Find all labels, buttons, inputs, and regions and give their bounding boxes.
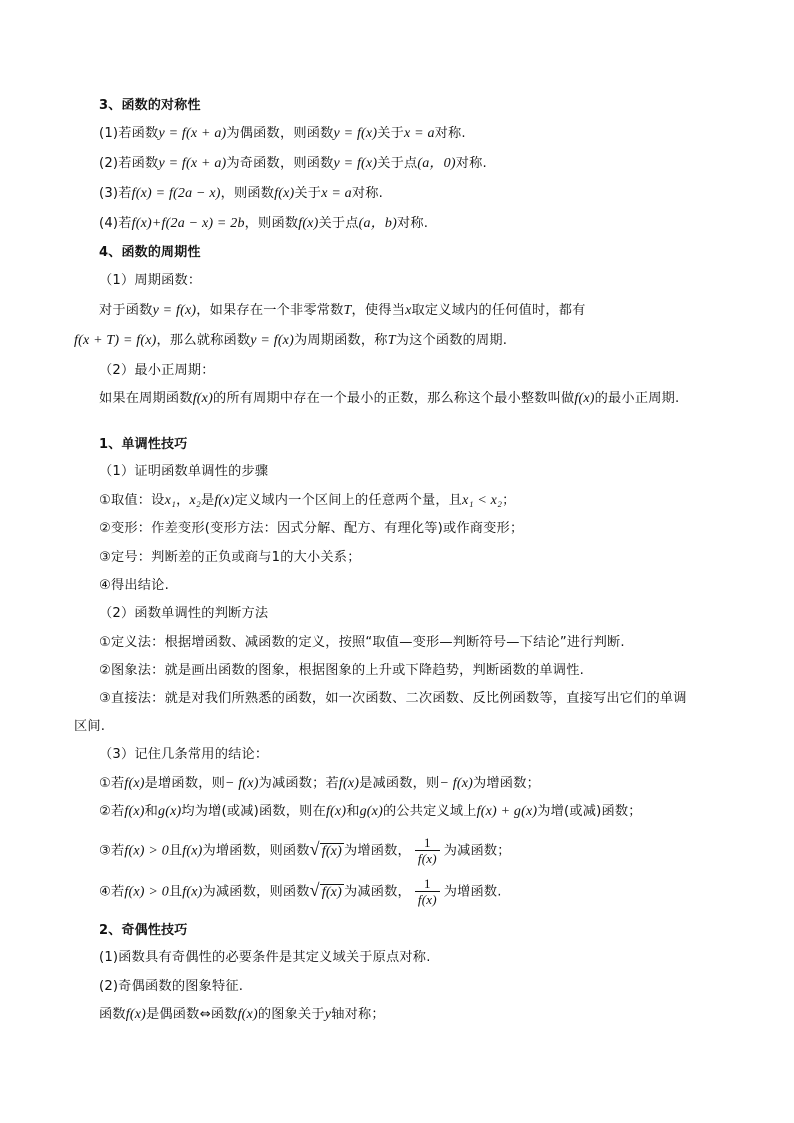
formula: f(x) + g(x) xyxy=(476,804,538,819)
text: 为这个函数的周期. xyxy=(395,333,508,348)
text: 对称. xyxy=(351,186,384,201)
formula: f(x) > 0 xyxy=(124,843,169,859)
formula: y = f(x) xyxy=(250,333,294,348)
period-def-line-1 xyxy=(99,301,586,321)
conclusion-2 xyxy=(99,802,642,822)
formula: f(x)+f(2a − x) = 2b xyxy=(131,216,245,231)
formula: y xyxy=(324,1007,332,1022)
formula: x₂ xyxy=(189,493,201,508)
formula: y = f(x) xyxy=(152,303,197,318)
text: ； xyxy=(502,493,516,508)
text: 函数 xyxy=(99,1007,126,1022)
formula: x₁ < x₂ xyxy=(462,493,503,508)
text: 为减函数，则函数 xyxy=(202,884,310,900)
formula: x₁ xyxy=(164,493,177,508)
text: 为周期函数，称 xyxy=(293,333,388,348)
text: 取定义域内的任何值时，都有 xyxy=(411,303,586,318)
formula: x xyxy=(405,303,412,318)
formula: (a，b) xyxy=(358,216,397,231)
formula: f(x) xyxy=(124,776,145,791)
formula: y = f(x) xyxy=(333,156,378,171)
text: 为减函数， xyxy=(343,884,411,900)
formula: g(x) xyxy=(158,804,182,819)
text: (4)若 xyxy=(99,216,132,231)
formula: f(x) xyxy=(124,804,145,819)
parity-p2: (2)奇偶函数的图象特征. xyxy=(99,979,244,994)
denominator: f(x) xyxy=(415,891,440,908)
min-period-def xyxy=(99,389,679,409)
text: ，则函数 xyxy=(244,216,299,231)
text: 定义域内一个区间上的任意两个量，且 xyxy=(234,493,463,508)
text: 对称. xyxy=(434,126,466,141)
text: ，使得当 xyxy=(351,303,406,318)
symmetry-item-2 xyxy=(99,154,487,174)
radical-sign: √ xyxy=(309,880,320,900)
text: ，则函数 xyxy=(220,186,275,201)
formula: f(x) xyxy=(182,884,203,900)
text: ④若 xyxy=(99,884,125,900)
judge-method-2: ②图象法：就是画出函数的图象，根据图象的上升或下降趋势，判断函数的单调性. xyxy=(99,663,584,678)
formula: f(x) xyxy=(237,1007,258,1022)
symmetry-item-3 xyxy=(99,184,383,204)
period-sub-2: （2）最小正周期： xyxy=(99,363,215,378)
conclusion-4 xyxy=(99,873,502,910)
sqrt-formula xyxy=(310,832,344,869)
text: 关于 xyxy=(377,126,404,141)
text: 为减函数；若 xyxy=(258,776,339,791)
text: 为偶函数，则函数 xyxy=(226,126,334,141)
fraction xyxy=(415,835,440,867)
formula: T xyxy=(387,333,396,348)
radicand: f(x) xyxy=(321,885,342,900)
period-sub-1: （1）周期函数： xyxy=(99,273,202,288)
text: 是减函数，则 xyxy=(359,776,440,791)
text: 且 xyxy=(168,884,183,900)
text: 关于 xyxy=(294,186,322,201)
formula: f(x) xyxy=(274,186,295,201)
formula: y = f(x + a) xyxy=(158,156,227,171)
text: 的图象关于 xyxy=(257,1007,325,1022)
text: 为增函数， xyxy=(343,843,411,859)
text: 是 xyxy=(200,493,215,508)
formula: f(x) xyxy=(182,843,203,859)
formula: x = a xyxy=(403,126,435,141)
judge-method-3-cont: 区间. xyxy=(74,719,106,734)
text: 轴对称； xyxy=(331,1007,385,1022)
formula: f(x) xyxy=(298,216,319,231)
tip2-heading: 2、奇偶性技巧 xyxy=(99,923,188,938)
text: 且 xyxy=(168,843,183,859)
period-def-line-2 xyxy=(74,331,507,351)
text: ，如果存在一个非零常数 xyxy=(196,303,344,318)
formula: f(x) = f(2a − x) xyxy=(131,186,221,201)
text: 均为增(或减)函数，则在 xyxy=(181,804,326,819)
tip1-sub-2: （2）函数单调性的判断方法 xyxy=(99,606,269,621)
radicand: f(x) xyxy=(321,844,342,859)
text: 关于点 xyxy=(377,156,418,171)
conclusion-1 xyxy=(99,774,540,794)
text: 为增函数，则函数 xyxy=(202,843,310,859)
radical-sign: √ xyxy=(309,839,320,859)
formula: y = f(x) xyxy=(333,126,378,141)
formula: − f(x) xyxy=(224,776,259,791)
symmetry-item-1 xyxy=(99,124,466,144)
formula: f(x) > 0 xyxy=(124,884,169,900)
text: 关于点 xyxy=(318,216,359,231)
step-1 xyxy=(99,491,516,511)
section3-heading: 3、函数的对称性 xyxy=(99,98,201,113)
text: 和 xyxy=(144,804,159,819)
formula: f(x) xyxy=(214,493,235,508)
text: 是偶函数⇔函数 xyxy=(146,1007,238,1022)
step-2: ②变形：作差变形(变形方法：因式分解、配方、有理化等)或作商变形； xyxy=(99,521,524,536)
text: ，那么就称函数 xyxy=(156,333,251,348)
formula: (a，0) xyxy=(417,156,456,171)
text: ①若 xyxy=(99,776,125,791)
formula: g(x) xyxy=(359,804,383,819)
text: 的最小正周期. xyxy=(594,391,680,406)
denominator: f(x) xyxy=(415,850,440,867)
symmetry-item-4 xyxy=(99,214,428,234)
formula: f(x) xyxy=(338,776,360,791)
text: (3)若 xyxy=(99,186,132,201)
step-3: ③定号：判断差的正负或商与1的大小关系； xyxy=(99,550,361,565)
section4-heading: 4、函数的周期性 xyxy=(99,245,201,260)
text: 和 xyxy=(346,804,360,819)
step-4: ④得出结论. xyxy=(99,578,169,593)
text: 的所有周期中存在一个最小的正数，那么称这个最小整数叫做 xyxy=(212,391,575,406)
text: 如果在周期函数 xyxy=(99,391,193,406)
text: ①取值：设 xyxy=(99,493,165,508)
text: 对于函数 xyxy=(99,303,153,318)
tip1-sub-3: （3）记住几条常用的结论： xyxy=(99,747,269,762)
text: 为减函数； xyxy=(443,843,511,859)
tip1-sub-1: （1）证明函数单调性的步骤 xyxy=(99,464,269,479)
tip1-heading: 1、单调性技巧 xyxy=(99,437,188,452)
formula: T xyxy=(343,303,352,318)
text: ③若 xyxy=(99,843,125,859)
text: 为增函数； xyxy=(473,776,540,791)
text: (2)若函数 xyxy=(99,156,159,171)
formula: f(x) xyxy=(325,804,347,819)
formula: f(x) xyxy=(125,1007,147,1022)
formula: f(x) xyxy=(192,391,213,406)
formula: − f(x) xyxy=(439,776,474,791)
parity-p3 xyxy=(99,1005,385,1025)
sqrt-formula xyxy=(310,873,344,910)
judge-method-3: ③直接法：就是对我们所熟悉的函数，如一次函数、二次函数、反比例函数等，直接写出它们的单调 xyxy=(99,691,687,706)
fraction xyxy=(415,876,440,908)
text: 是增函数，则 xyxy=(144,776,225,791)
text: 为增函数. xyxy=(443,884,502,900)
formula: x = a xyxy=(321,186,352,201)
text: 为奇函数，则函数 xyxy=(226,156,334,171)
text: ， xyxy=(176,493,190,508)
text: 的公共定义域上 xyxy=(382,804,477,819)
formula: y = f(x + a) xyxy=(158,126,227,141)
formula: f(x) xyxy=(574,391,595,406)
conclusion-3 xyxy=(99,832,511,869)
text: 对称. xyxy=(396,216,429,231)
text: ②若 xyxy=(99,804,125,819)
text: (1)若函数 xyxy=(99,126,159,141)
numerator: 1 xyxy=(423,875,431,891)
judge-method-1: ①定义法：根据增函数、减函数的定义，按照“取值—变形—判断符号—下结论”进行判断. xyxy=(99,635,625,650)
text: 为增(或减)函数； xyxy=(537,804,642,819)
parity-p1: (1)函数具有奇偶性的必要条件是其定义域关于原点对称. xyxy=(99,950,431,965)
numerator: 1 xyxy=(423,834,431,850)
text: 对称. xyxy=(455,156,487,171)
formula: f(x + T) = f(x) xyxy=(74,333,157,348)
